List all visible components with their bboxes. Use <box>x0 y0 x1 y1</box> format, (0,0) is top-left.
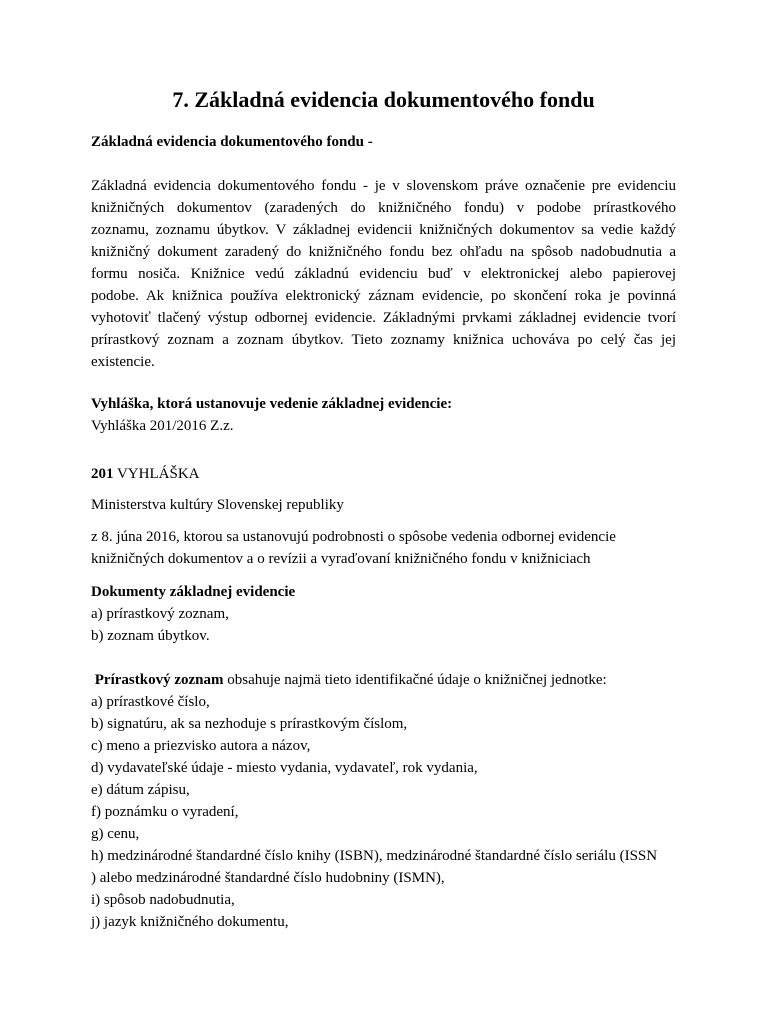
list-item: a) prírastkový zoznam, <box>91 606 229 622</box>
subheading: Základná evidencia dokumentového fondu - <box>91 134 373 150</box>
accession-list <box>91 691 676 933</box>
ministry-line: Ministerstva kultúry Slovenskej republiky <box>91 497 344 513</box>
decree-title <box>91 463 676 485</box>
list-item: h) medzinárodné štandardné číslo knihy (ISBN), medzinárodné štandardné číslo seriálu (ISSN <box>91 848 658 864</box>
accession-intro <box>91 669 676 691</box>
list-item: b) zoznam úbytkov. <box>91 628 210 644</box>
list-item: d) vydavateľské údaje - miesto vydania, vydavateľ, rok vydania, <box>91 760 478 776</box>
intro-line: formu nosiča. Knižnice vedú základnú evidenciu buď v elektronickej alebo papierovej <box>91 266 676 282</box>
list-item: i) spôsob nadobudnutia, <box>91 892 235 908</box>
list-item: b) signatúru, ak sa nezhoduje s prírastkovým číslom, <box>91 716 408 732</box>
decree-word: VYHLÁŠKA <box>113 466 200 482</box>
intro-line: existencie. <box>91 354 155 370</box>
decree-desc-line: knižničných dokumentov a o revízii a vyraďovaní knižničného fondu v knižniciach <box>91 551 591 567</box>
list-item: a) prírastkové číslo, <box>91 694 210 710</box>
list-item: j) jazyk knižničného dokumentu, <box>91 914 289 930</box>
accession-intro-text: obsahuje najmä tieto identifikačné údaje o knižničnej jednotke: <box>223 672 607 688</box>
list-item: g) cenu, <box>91 826 140 842</box>
intro-line: zoznamu, zoznamu úbytkov. V základnej evidencii knižničných dokumentov sa vedie každý <box>91 222 676 238</box>
intro-line: Základná evidencia dokumentového fondu - je v slovenskom práve označenie pre evidenciu <box>91 178 676 194</box>
intro-line: podobe. Ak knižnica používa elektronický záznam evidencie, po skončení roka je povinná <box>91 288 676 304</box>
decree-desc-line: z 8. júna 2016, ktorou sa ustanovujú podrobnosti o spôsobe vedenia odbornej evidencie <box>91 529 616 545</box>
decree-number: 201 <box>91 466 114 482</box>
decree-description <box>91 526 676 570</box>
documents-heading: Dokumenty základnej evidencie <box>91 584 296 600</box>
intro-line: knižničných dokumentov (zaradených do knižničného fondu) v podobe prírastkového <box>91 200 676 216</box>
intro-line: vyhotoviť tlačený výstup odbornej evidencie. Základnými prvkami základnej evidencie tvorí <box>91 310 676 326</box>
list-item: c) meno a priezvisko autora a názov, <box>91 738 311 754</box>
list-item: e) dátum zápisu, <box>91 782 190 798</box>
list-item: ) alebo medzinárodné štandardné číslo hudobniny (ISMN), <box>91 870 445 886</box>
intro-paragraph <box>91 175 676 373</box>
decree-reference: Vyhláška 201/2016 Z.z. <box>91 418 234 434</box>
list-item: f) poznámku o vyradení, <box>91 804 239 820</box>
documents-list <box>91 603 676 647</box>
intro-line: knižničný dokument zaradený do knižničného fondu bez ohľadu na spôsob nadobudnutia a <box>91 244 676 260</box>
decree-heading: Vyhláška, ktorá ustanovuje vedenie základnej evidencie: <box>91 396 453 412</box>
page-title: 7. Základná evidencia dokumentového fondu <box>172 87 595 112</box>
intro-line: prírastkový zoznam a zoznam úbytkov. Tieto zoznamy knižnica uchováva po celý čas jej <box>91 332 676 348</box>
accession-heading: Prírastkový zoznam <box>91 672 224 688</box>
